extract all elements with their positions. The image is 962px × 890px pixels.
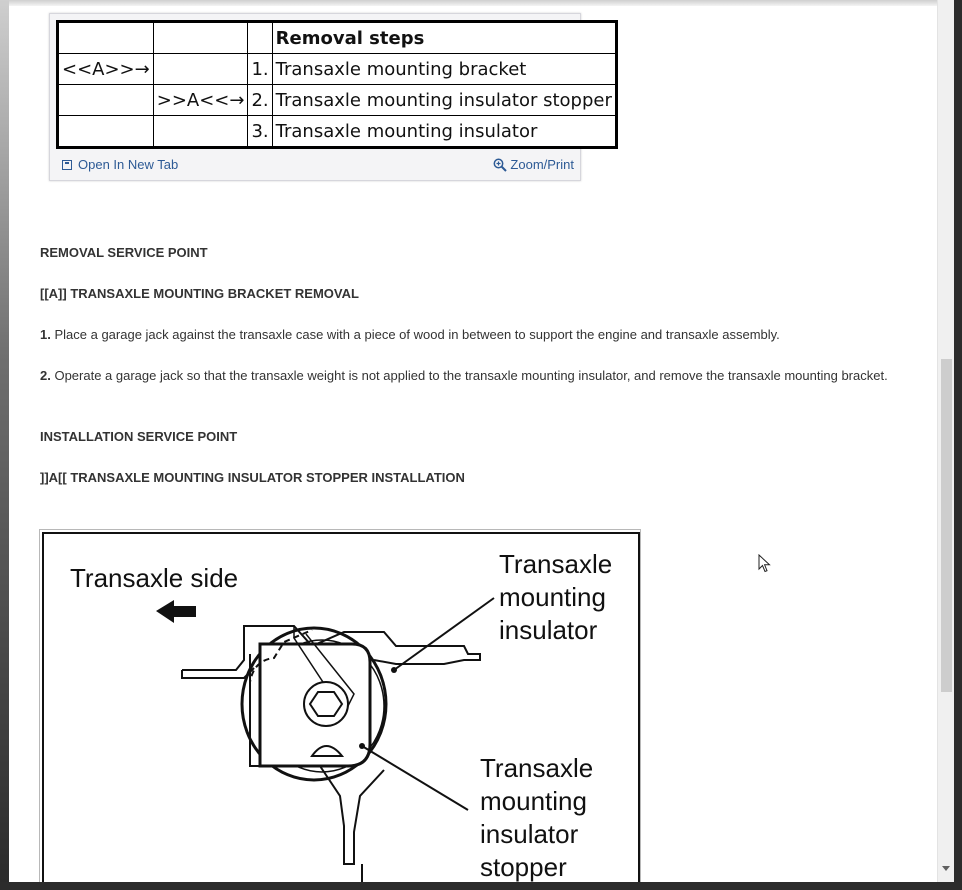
- document-page: [9, 0, 937, 882]
- stopper-callout: Transaxle mounting insulator stopper: [480, 753, 594, 882]
- step-number: 1.: [40, 327, 51, 342]
- step-1-paragraph: [40, 324, 920, 345]
- window-frame-left: [0, 0, 9, 890]
- step-number: 2.: [40, 368, 51, 383]
- bracket-removal-heading: [[A]] TRANSAXLE MOUNTING BRACKET REMOVAL: [40, 286, 359, 301]
- figure-links: [50, 157, 580, 177]
- removal-steps-table: [56, 20, 618, 149]
- row-label: Transaxle mounting insulator: [272, 116, 616, 148]
- open-new-tab-icon: [62, 160, 72, 170]
- scroll-down-arrow-icon[interactable]: [942, 866, 950, 871]
- window-frame-bottom: [0, 882, 962, 890]
- row-number: 3.: [248, 116, 272, 148]
- removal-service-heading: REMOVAL SERVICE POINT: [40, 245, 208, 260]
- table-row: [58, 85, 617, 116]
- row-label: Transaxle mounting insulator stopper: [272, 85, 616, 116]
- stopper-install-heading: ]]A[[ TRANSAXLE MOUNTING INSULATOR STOPPER INSTALLATION: [40, 470, 465, 485]
- step-text: Operate a garage jack so that the transaxle weight is not applied to the transaxle mounting insulator, and remove the transaxle mounting bracket.: [54, 368, 888, 383]
- mouse-cursor-icon: [758, 554, 772, 574]
- step-text: Place a garage jack against the transaxle case with a piece of wood in between to support the engine and transaxle assembly.: [54, 327, 780, 342]
- row-ref-removal: <<A>>→: [58, 54, 154, 85]
- table-header: Removal steps: [272, 22, 616, 54]
- table-row: [58, 116, 617, 148]
- vertical-scrollbar[interactable]: [937, 0, 955, 882]
- diagram-frame: [42, 532, 640, 882]
- lower-arm: [320, 766, 384, 864]
- row-ref-installation: >>A<<→: [153, 85, 248, 116]
- stopper-installation-figure: [39, 529, 641, 882]
- step-2-paragraph: [40, 365, 920, 386]
- zoom-icon: [493, 158, 507, 172]
- row-label: Transaxle mounting bracket: [272, 54, 616, 85]
- top-edge: [9, 0, 937, 6]
- bolt-hex: [310, 692, 342, 716]
- open-in-new-tab-link[interactable]: Open In New Tab: [62, 157, 178, 172]
- row-number: 1.: [248, 54, 272, 85]
- removal-steps-figure: [49, 13, 612, 181]
- scrollbar-thumb[interactable]: [941, 359, 952, 692]
- window-frame-right: [954, 0, 962, 890]
- row-number: 2.: [248, 85, 272, 116]
- insulator-callout: Transaxle mounting insulator: [499, 549, 613, 645]
- table-row: [58, 54, 617, 85]
- installation-service-heading: INSTALLATION SERVICE POINT: [40, 429, 238, 444]
- transaxle-side-arrow: [156, 600, 196, 623]
- table-header-row: [58, 22, 617, 54]
- transaxle-side-label: Transaxle side: [70, 563, 239, 593]
- zoom-print-link[interactable]: Zoom/Print: [493, 157, 574, 172]
